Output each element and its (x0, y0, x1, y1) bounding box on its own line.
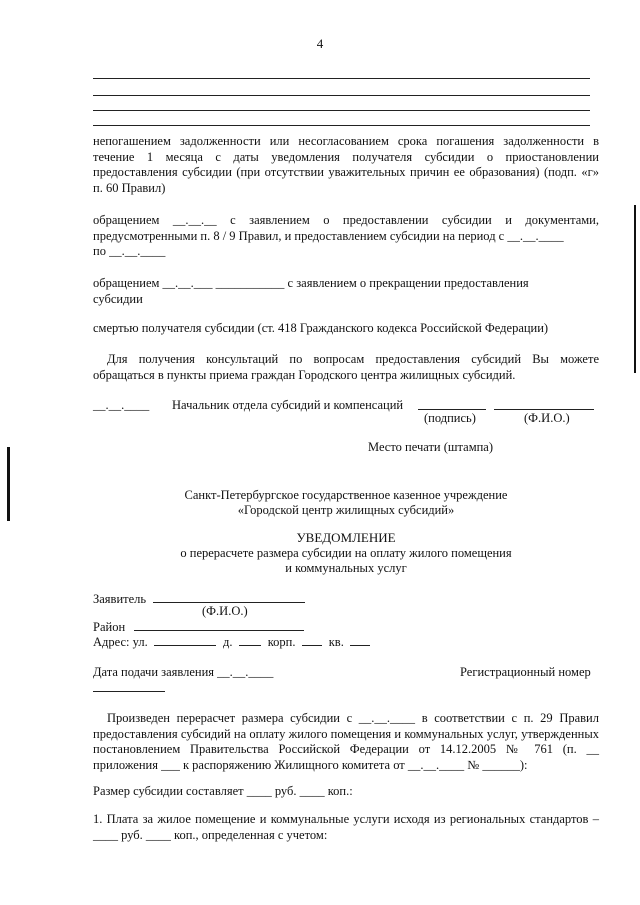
fill-line-2 (93, 95, 590, 96)
address-field (93, 634, 370, 650)
filing-date: Дата подачи заявления __.__.____ (93, 665, 274, 679)
nonrepayment-paragraph: непогашением задолженности или несогласованием срока погашения задолженности в течение 1 месяца с даты уведомления получателя субсидии о приостановлении предоставления субсидии (при отсутствии уважительных причин ее образования) (подп. «г» п. 60 Правил) (93, 134, 599, 195)
termination-paragraph (93, 276, 599, 307)
notice-subtitle-2: и коммунальных услуг (285, 561, 407, 575)
applicant-field (93, 591, 305, 607)
applicant-input-line (153, 591, 305, 603)
application-line-1: обращением __.__.__ с заявлением о предоставлении субсидии и документами, предусмотренными п. 8 / 9 Правил, и предоставлением субсидии на период с __.__.____ (93, 213, 599, 243)
fio-label: (Ф.И.О.) (524, 411, 570, 425)
address-street-label: Адрес: ул. (93, 635, 148, 649)
sign-date: __.__.____ (93, 398, 150, 412)
margin-bar-right (634, 205, 636, 373)
address-house-label: д. (222, 635, 233, 649)
district-field (93, 619, 304, 635)
application-line-2: по __.__.____ (93, 244, 166, 259)
address-house-line (239, 634, 261, 646)
consultation-paragraph: Для получения консультаций по вопросам предоставления субсидий Вы можете обращаться в пункты приема граждан Городского центра жилищных субсидий. (93, 352, 599, 382)
address-apt-label: кв. (328, 635, 344, 649)
termination-line-2: субсидии (93, 291, 143, 306)
payment-paragraph: 1. Плата за жилое помещение и коммунальные услуги исходя из региональных стандартов – ____ руб. ____ коп., определенная с учетом: (93, 812, 599, 842)
recalculation-paragraph: Произведен перерасчет размера субсидии с __.__.____ в соответствии с п. 29 Правил предоставления субсидий на оплату жилого помещения и коммунальных услуг, утвержденных постановлением Правительства Российской Федерации от 14.12.2005 № 761 (п. __ приложения ___ к распоряжению Жилищного комитета от __.__.____ № ______): (93, 711, 599, 772)
address-building-line (302, 634, 322, 646)
registration-number: Регистрационный номер (460, 665, 591, 679)
registration-number-line (93, 691, 165, 692)
fill-line-4 (93, 125, 590, 126)
margin-bar-left (7, 447, 10, 521)
sign-title: Начальник отдела субсидий и компенсаций (172, 398, 404, 412)
application-paragraph (93, 213, 599, 260)
address-building-label: корп. (267, 635, 296, 649)
address-apt-line (350, 634, 370, 646)
death-paragraph: смертью получателя субсидии (ст. 418 Гражданского кодекса Российской Федерации) (93, 321, 549, 335)
subsidy-amount: Размер субсидии составляет ____ руб. ____ коп.: (93, 784, 353, 798)
fio-line (494, 409, 594, 410)
org-name-line-1: Санкт-Петербургское государственное казенное учреждение (184, 488, 508, 502)
notice-title: УВЕДОМЛЕНИЕ (296, 530, 396, 545)
district-input-line (134, 619, 304, 631)
signature-label: (подпись) (424, 411, 476, 425)
address-street-line (154, 634, 216, 646)
org-name-line-2: «Городской центр жилищных субсидий» (237, 503, 455, 517)
signature-line (418, 409, 486, 410)
fill-line-1 (93, 78, 590, 79)
seal-place: Место печати (штампа) (368, 440, 494, 454)
termination-line-1: обращением __.__.___ ___________ с заявлением о прекращении предоставления (93, 276, 529, 290)
applicant-fio-label: (Ф.И.О.) (202, 604, 248, 618)
notice-subtitle-1: о перерасчете размера субсидии на оплату жилого помещения (180, 546, 512, 560)
page-number: 4 (316, 36, 324, 51)
fill-line-3 (93, 110, 590, 111)
district-label: Район (93, 620, 126, 634)
applicant-label: Заявитель (93, 592, 147, 606)
